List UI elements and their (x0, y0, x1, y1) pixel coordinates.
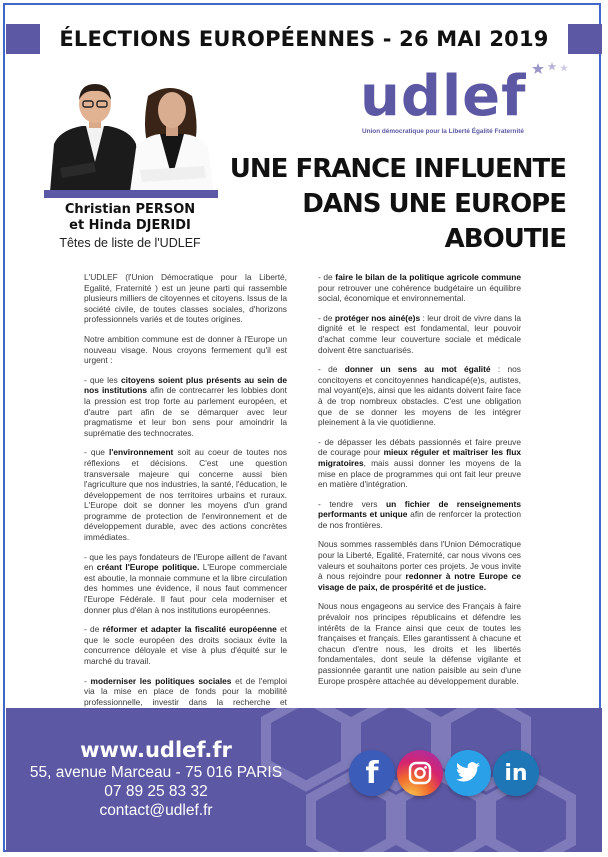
header-bar (6, 24, 602, 54)
woman-portrait-icon (130, 86, 214, 192)
man-portrait-icon (50, 82, 140, 192)
header-block-left (6, 24, 40, 54)
headline-line-1: UNE FRANCE INFLUENTE (229, 154, 566, 184)
candidates-names (30, 202, 230, 251)
headline-line-3: ABOUTIE (444, 224, 566, 254)
paragraph: - tendre vers un fichier de renseignements performants et unique afin de renforcer la protection de nos frontières. (318, 498, 521, 530)
candidates-subtitle: Têtes de liste de l'UDLEF (59, 236, 201, 250)
phone-number: 07 89 25 83 32 (104, 783, 208, 800)
logo-wordmark: udlef (360, 64, 527, 129)
email-link[interactable]: contact@udlef.fr (99, 802, 213, 819)
page-title: ÉLECTIONS EUROPÉENNES - 26 MAI 2019 (59, 27, 549, 51)
photo-underline (44, 190, 218, 198)
udlef-logo (360, 62, 575, 142)
facebook-icon[interactable]: f (349, 750, 395, 796)
instagram-glyph-icon (407, 760, 433, 786)
paragraph: - de faire le bilan de la politique agricole commune pour retrouver une cohérence budgétaire un équilibre social, économique et environnemental. (318, 272, 521, 304)
paragraph: Notre ambition commune est de donner à l'Europe un nouveau visage. Nous croyons fermement qu'il est urgent : (84, 333, 287, 366)
paragraph: L'UDLEF (l'Union Démocratique pour la Liberté, Egalité, Fraternité ) est un jeune parti qui rassemble plusieurs milliers de citoyennes et citoyens. Issus de la société civile, de toutes classes sociales, d'horizons professionnels variés et de toutes origines. (84, 272, 287, 325)
header-block-right (568, 24, 602, 54)
headline-line-2: DANS UNE EUROPE (302, 189, 566, 219)
address: 55, avenue Marceau - 75 016 PARIS (29, 764, 283, 781)
candidate-name-1: Christian PERSON (64, 202, 196, 217)
paragraph: - que les pays fondateurs de l'Europe aillent de l'avant en créant l'Europe politique. L'Europe commerciale est aboutie, la monnaie commune et la libre circulation des hommes une évidence, il nous faut commencer l'Europe Fédérale. Il faut pour cela moderniser et donner plus d'élan à nos institutions européennes. (84, 551, 287, 615)
paragraph: Nous nous engageons au service des Français à faire prévaloir nos principes républicains et défendre les intérêts de la France ainsi que ceux de toutes les françaises et français. Elles garantissent à chacune et chacun d'entre nous, les droits et les libertés fondamentales, dont seule la défense vigilante et passionnée garantit une nation paisible au sein d'une Europe prospère attachée au développement durable. (318, 601, 521, 686)
paragraph: - de donner un sens au mot égalité : nos concitoyens et concitoyennes handicapé(e)s, autistes, mal voyant(e)s, ainsi que les aidants doivent faire face à de trop nombreux obstacles. C'est une obligation que de se donner les moyens de les intégrer pleinement à la vie quotidienne. (318, 364, 521, 428)
linkedin-icon[interactable]: in (493, 750, 539, 796)
paragraph: - de protéger nos ainé(e)s : leur droit de vivre dans la dignité et le respect est fondamental, leur pouvoir d'achat comme leur couverture sociale et médicale doivent être sanctuarisés. (318, 312, 521, 355)
instagram-icon[interactable] (397, 750, 443, 796)
paragraph: - moderniser les politiques sociales et de l'emploi via la mise en place de fonds pour la mobilité professionnelle, investir dans la recherche et (84, 675, 287, 707)
website-link[interactable]: www.udlef.fr (80, 738, 232, 762)
paragraph: - que l'environnement soit au coeur de toutes nos réflexions et décisions. C'est une question transversale majeure qui concerne aussi bien l'agriculture que nos industries, la santé, l'éducation, le développement de nos territoires urbains et ruraux. L'Europe doit se donner les moyens d'un grand programme de protection de l'environnement et de développement durable, avec des actions concrètes immédiates. (84, 447, 287, 543)
paragraph: - de dépasser les débats passionnés et faire preuve de courage pour mieux réguler et maîtriser les flux migratoires, mais aussi donner les moyens de la mise en place de programmes qui ont fait leur preuve en matière d'intégration. (318, 436, 521, 490)
candidates-photo (44, 72, 218, 198)
paragraph: - que les citoyens soient plus présents au sein de nos institutions afin de contrecarrer les lobbies dont la pression est trop forte au parlement européen, et d'autre part afin de se démarquer avec leur pragmatisme et leur bon sens pour amoindrir la suprématie des technocrates. (84, 374, 287, 438)
twitter-bird-icon (455, 762, 481, 784)
left-text-column (84, 272, 287, 727)
right-text-column (318, 272, 521, 695)
twitter-icon[interactable] (445, 750, 491, 796)
paragraph: Nous sommes rassemblés dans l'Union Démocratique pour la Liberté, Egalité, Fraternité, car nous vivons ces valeurs et souhaitons porter ces projets. Je vous invite à nous rejoindre pour redonner à notre Europe ce visage de paix, de prospérité et de justice. (318, 539, 521, 592)
headline (226, 152, 566, 257)
paragraph: - de réformer et adapter la fiscalité européenne et que le socle européen des droits sociaux évite la concurrence déloyale et vise à plus d'équité sur le marché du travail. (84, 624, 287, 666)
candidate-name-2: et Hinda DJERIDI (69, 218, 191, 233)
stars-icon (532, 62, 572, 80)
logo-tagline: Union démocratique pour la Liberté Égalité Fraternité (362, 128, 524, 135)
